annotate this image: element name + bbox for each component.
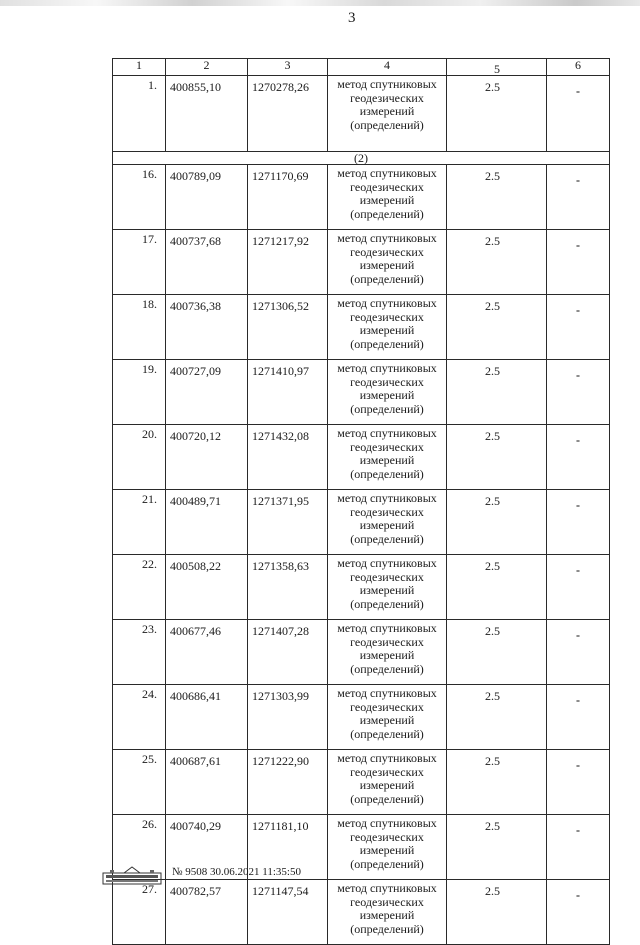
method: метод спутниковых геодезических измерений (определений) <box>328 490 447 555</box>
accuracy: 2.5 <box>447 295 547 360</box>
coord-x: 400686,41 <box>166 685 248 750</box>
coord-x: 400677,46 <box>166 620 248 685</box>
header-cell: 5 <box>447 59 547 76</box>
accuracy: 2.5 <box>447 815 547 880</box>
description: - <box>547 295 610 360</box>
coord-y: 1271306,52 <box>248 295 328 360</box>
description: - <box>547 685 610 750</box>
method: метод спутниковых геодезических измерений (определений) <box>328 750 447 815</box>
method: метод спутниковых геодезических измерений (определений) <box>328 165 447 230</box>
method: метод спутниковых геодезических измерений (определений) <box>328 360 447 425</box>
coord-x: 400855,10 <box>166 76 248 152</box>
coord-x: 400720,12 <box>166 425 248 490</box>
point-number: 21. <box>113 490 166 555</box>
coord-x: 400782,57 <box>166 880 248 945</box>
coord-y: 1271432,08 <box>248 425 328 490</box>
description: - <box>547 425 610 490</box>
method: метод спутниковых геодезических измерений (определений) <box>328 685 447 750</box>
accuracy: 2.5 <box>447 555 547 620</box>
coord-y: 1271217,92 <box>248 230 328 295</box>
accuracy: 2.5 <box>447 360 547 425</box>
accuracy: 2.5 <box>447 165 547 230</box>
description: - <box>547 360 610 425</box>
coord-y: 1271303,99 <box>248 685 328 750</box>
coord-x: 400727,09 <box>166 360 248 425</box>
footer <box>102 863 502 885</box>
accuracy: 2.5 <box>447 880 547 945</box>
accuracy: 2.5 <box>447 620 547 685</box>
coord-x: 400737,68 <box>166 230 248 295</box>
coord-y: 1271181,10 <box>248 815 328 880</box>
method: метод спутниковых геодезических измерений (определений) <box>328 555 447 620</box>
table-row <box>113 620 610 685</box>
point-number: 22. <box>113 555 166 620</box>
scan-edge <box>0 0 640 6</box>
coord-y: 1271170,69 <box>248 165 328 230</box>
accuracy: 2.5 <box>447 76 547 152</box>
accuracy: 2.5 <box>447 685 547 750</box>
table-row <box>113 230 610 295</box>
point-number: 20. <box>113 425 166 490</box>
method: метод спутниковых геодезических измерений (определений) <box>328 620 447 685</box>
table-row <box>113 76 610 152</box>
table-header <box>113 59 610 76</box>
accuracy: 2.5 <box>447 750 547 815</box>
point-number: 23. <box>113 620 166 685</box>
header-cell: 2 <box>166 59 248 76</box>
description: - <box>547 490 610 555</box>
method: метод спутниковых геодезических измерений (определений) <box>328 880 447 945</box>
section-label: (2) <box>113 152 610 165</box>
table-row <box>113 425 610 490</box>
description: - <box>547 165 610 230</box>
point-number: 17. <box>113 230 166 295</box>
page-number: 3 <box>348 10 356 26</box>
accuracy: 2.5 <box>447 490 547 555</box>
coord-x: 400789,09 <box>166 165 248 230</box>
point-number: 18. <box>113 295 166 360</box>
table-row <box>113 360 610 425</box>
accuracy: 2.5 <box>447 230 547 295</box>
section-row <box>113 152 610 165</box>
table-row <box>113 490 610 555</box>
header-cell: 6 <box>547 59 610 76</box>
coord-y: 1271358,63 <box>248 555 328 620</box>
coord-x: 400740,29 <box>166 815 248 880</box>
coord-y: 1270278,26 <box>248 76 328 152</box>
description: - <box>547 76 610 152</box>
description: - <box>547 750 610 815</box>
header-cell: 4 <box>328 59 447 76</box>
header-cell: 3 <box>248 59 328 76</box>
coord-y: 1271371,95 <box>248 490 328 555</box>
point-number: 25. <box>113 750 166 815</box>
method: метод спутниковых геодезических измерений (определений) <box>328 230 447 295</box>
method: метод спутниковых геодезических измерений (определений) <box>328 425 447 490</box>
registration-number: № 9508 30.06.2021 11:35:50 <box>172 866 301 878</box>
coord-x: 400508,22 <box>166 555 248 620</box>
table-row <box>113 165 610 230</box>
coord-x: 400736,38 <box>166 295 248 360</box>
point-number: 26. <box>113 815 166 880</box>
registry-stamp-icon <box>102 865 162 885</box>
coordinates-table <box>112 58 610 945</box>
coord-y: 1271222,90 <box>248 750 328 815</box>
method: метод спутниковых геодезических измерений (определений) <box>328 76 447 152</box>
coord-y: 1271407,28 <box>248 620 328 685</box>
coord-x: 400489,71 <box>166 490 248 555</box>
method: метод спутниковых геодезических измерений (определений) <box>328 295 447 360</box>
point-number: 24. <box>113 685 166 750</box>
table-row <box>113 880 610 945</box>
point-number: 1. <box>113 76 166 152</box>
header-cell: 1 <box>113 59 166 76</box>
coord-y: 1271147,54 <box>248 880 328 945</box>
description: - <box>547 230 610 295</box>
table-row <box>113 750 610 815</box>
description: - <box>547 555 610 620</box>
point-number: 27. <box>113 880 166 945</box>
point-number: 16. <box>113 165 166 230</box>
method: метод спутниковых геодезических измерений (определений) <box>328 815 447 880</box>
description: - <box>547 815 610 880</box>
table-row <box>113 685 610 750</box>
table-row <box>113 555 610 620</box>
description: - <box>547 620 610 685</box>
accuracy: 2.5 <box>447 425 547 490</box>
coord-x: 400687,61 <box>166 750 248 815</box>
table-row <box>113 295 610 360</box>
description: - <box>547 880 610 945</box>
coord-y: 1271410,97 <box>248 360 328 425</box>
point-number: 19. <box>113 360 166 425</box>
